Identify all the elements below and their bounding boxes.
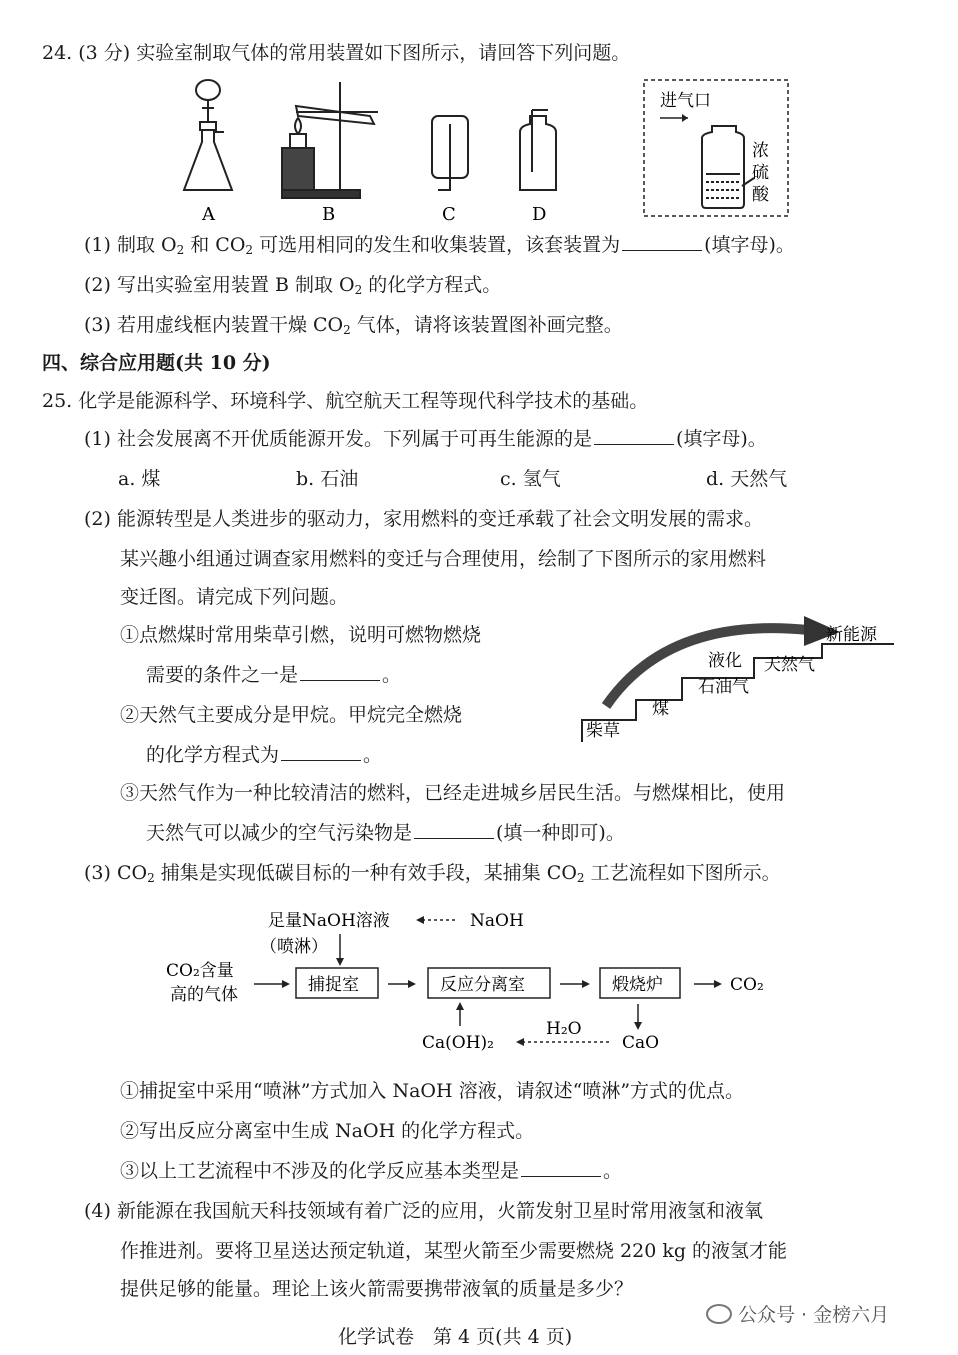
option-a: a. 煤 bbox=[118, 468, 161, 490]
q25-part4-line3: 提供足够的能量。理论上该火箭需要携带液氧的质量是多少？ bbox=[120, 1278, 634, 1300]
wechat-icon bbox=[706, 1304, 732, 1324]
apparatus-diagram bbox=[170, 72, 630, 232]
flow-q3: ③以上工艺流程中不涉及的化学反应基本类型是 。 bbox=[120, 1160, 623, 1182]
stair-new-energy: 新能源 bbox=[826, 625, 877, 645]
stair-coal: 煤 bbox=[652, 699, 669, 719]
q25-stem: 25. 化学是能源科学、环境科学、航空航天工程等现代科学技术的基础。 bbox=[42, 390, 649, 412]
flow-naoh: NaOH bbox=[470, 911, 524, 931]
q25-part3: (3) $CO_2$ 捕集是实现低碳目标的一种有效手段，某捕集 $CO_2$ 工艺流程如下图所示。 bbox=[84, 862, 781, 885]
option-d: d. 天然气 bbox=[706, 468, 788, 490]
sub-q2-line2: 的化学方程式为 。 bbox=[146, 744, 383, 766]
flow-gas-line1: CO₂含量 bbox=[166, 961, 234, 981]
stair-firewood: 柴草 bbox=[586, 721, 620, 741]
answer-blank[interactable] bbox=[281, 742, 361, 761]
option-b: b. 石油 bbox=[296, 468, 359, 490]
stair-lpg-2: 石油气 bbox=[698, 677, 749, 697]
q25-part1: (1) 社会发展离不开优质能源开发。下列属于可再生能源的是 (填字母)。 bbox=[84, 428, 767, 450]
wechat-watermark: 公众号 · 金榜六月 bbox=[706, 1300, 889, 1327]
apparatus-a bbox=[184, 80, 232, 190]
flow-capture-room: 捕捉室 bbox=[308, 975, 359, 995]
q25-part2-line2: 某兴趣小组通过调查家用燃料的变迁与合理使用，绘制了下图所示的家用燃料 bbox=[120, 548, 767, 570]
option-c: c. 氢气 bbox=[500, 468, 561, 490]
sub-q3-line2: 天然气可以减少的空气污染物是 (填一种即可)。 bbox=[146, 822, 625, 844]
section-heading: 四、综合应用题(共 10 分) bbox=[42, 352, 271, 374]
q24-part1: (1) 制取 $O_2$ 和 $CO_2$ 可选用相同的发生和收集装置，该套装置为 (填字母)。 bbox=[84, 234, 795, 257]
answer-blank[interactable] bbox=[622, 232, 702, 251]
co2-capture-flow bbox=[160, 900, 800, 1065]
flow-cao: CaO bbox=[622, 1033, 660, 1053]
flow-q2: ②写出反应分离室中生成 NaOH 的化学方程式。 bbox=[120, 1120, 535, 1142]
label-a: A bbox=[202, 204, 215, 225]
fuel-transition-diagram bbox=[578, 596, 898, 746]
answer-blank[interactable] bbox=[414, 820, 494, 839]
flow-h2o: H₂O bbox=[546, 1019, 582, 1039]
acid-1: 浓 bbox=[752, 141, 769, 161]
apparatus-c bbox=[432, 116, 468, 190]
flow-q1: ①捕捉室中采用“喷淋”方式加入 NaOH 溶液，请叙述“喷淋”方式的优点。 bbox=[120, 1080, 745, 1102]
flow-gas-line2: 高的气体 bbox=[170, 985, 238, 1005]
flow-co2-out: CO₂ bbox=[730, 975, 764, 995]
q24-stem: 24. (3 分) 实验室制取气体的常用装置如下图所示，请回答下列问题。 bbox=[42, 42, 631, 64]
flow-spray: （喷淋） bbox=[260, 937, 328, 957]
q25-part2-line3: 变迁图。请完成下列问题。 bbox=[120, 586, 349, 608]
sub-q3-line1: ③天然气作为一种比较清洁的燃料，已经走进城乡居民生活。与燃煤相比，使用 bbox=[120, 782, 786, 804]
q24-part3: (3) 若用虚线框内装置干燥 $CO_2$ 气体，请将该装置图补画完整。 bbox=[84, 314, 623, 337]
stair-natural-gas: 天然气 bbox=[764, 655, 815, 675]
inlet-label: 进气口 bbox=[660, 91, 711, 111]
q24-part2: (2) 写出实验室用装置 B 制取 $O_2$ 的化学方程式。 bbox=[84, 274, 502, 297]
acid-3: 酸 bbox=[752, 185, 769, 205]
flow-caoh2: Ca(OH)₂ bbox=[422, 1033, 494, 1053]
flow-separation-room: 反应分离室 bbox=[440, 975, 525, 995]
q25-part4-line1: (4) 新能源在我国航天科技领域有着广泛的应用，火箭发射卫星时常用液氢和液氧 bbox=[84, 1200, 763, 1222]
stair-lpg-1: 液化 bbox=[708, 651, 742, 671]
apparatus-b bbox=[282, 82, 378, 198]
answer-blank[interactable] bbox=[594, 426, 674, 445]
sub-q2-line1: ②天然气主要成分是甲烷。甲烷完全燃烧 bbox=[120, 704, 463, 726]
label-b: B bbox=[322, 204, 336, 225]
page-footer: 化学试卷 第 4 页(共 4 页) bbox=[338, 1326, 573, 1348]
sub-q1-line1: ①点燃煤时常用柴草引燃，说明可燃物燃烧 bbox=[120, 624, 482, 646]
flow-calciner: 煅烧炉 bbox=[612, 975, 663, 995]
label-c: C bbox=[442, 204, 456, 225]
apparatus-d bbox=[520, 110, 556, 190]
sub-q1-line2: 需要的条件之一是 。 bbox=[146, 664, 402, 686]
acid-2: 硫 bbox=[752, 163, 769, 183]
drying-apparatus-box bbox=[642, 78, 792, 220]
answer-blank[interactable] bbox=[521, 1158, 601, 1177]
label-d: D bbox=[532, 204, 547, 225]
answer-blank[interactable] bbox=[300, 662, 380, 681]
q25-part2-line1: (2) 能源转型是人类进步的驱动力，家用燃料的变迁承载了社会文明发展的需求。 bbox=[84, 508, 763, 530]
flow-naoh-solution: 足量NaOH溶液 bbox=[268, 911, 390, 931]
q25-part4-line2: 作推进剂。要将卫星送达预定轨道，某型火箭至少需要燃烧 220 kg 的液氢才能 bbox=[120, 1240, 788, 1262]
